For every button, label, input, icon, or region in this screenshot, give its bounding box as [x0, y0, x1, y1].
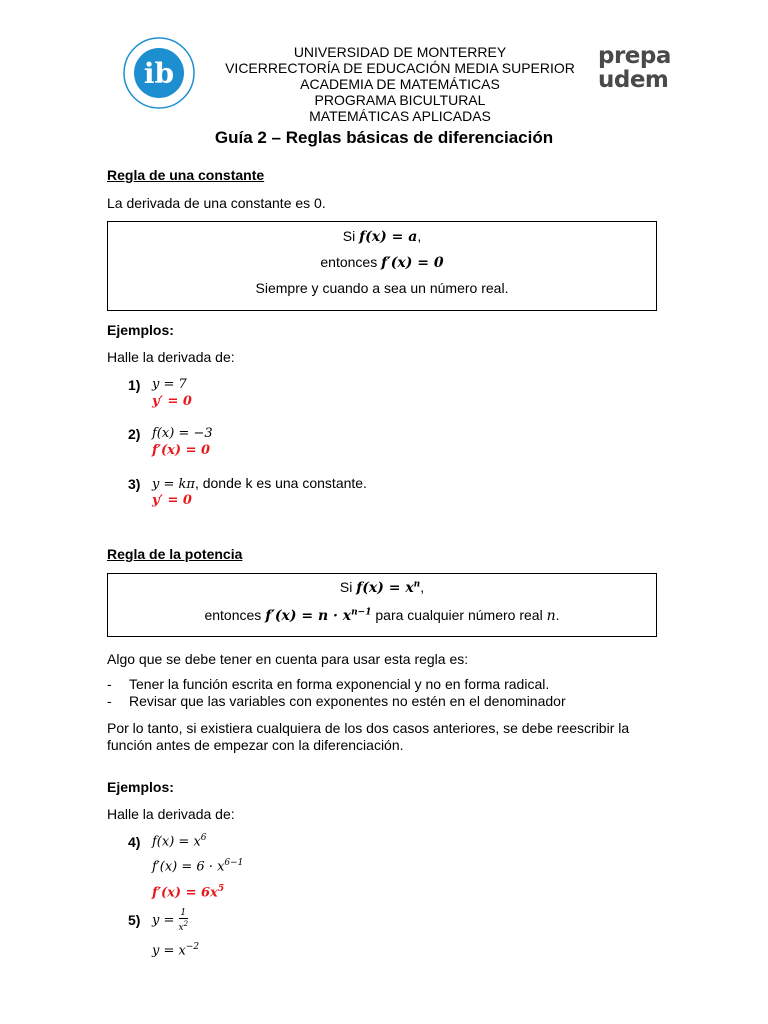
example-number: 3) [128, 476, 141, 492]
header-line: PROGRAMA BICULTURAL [314, 92, 486, 108]
example-answer: y′ = 0 [152, 493, 192, 508]
svg-text:ib: ib [143, 57, 175, 90]
example-expression: y = kπ, donde k es una constante. [152, 475, 367, 492]
example-number: 1) [128, 377, 141, 393]
ib-logo-icon [122, 36, 196, 110]
examples-prompt: Halle la derivada de: [107, 806, 235, 822]
example-step: $y = x^{-2}$ [152, 942, 200, 959]
header-line: ACADEMIA DE MATEMÁTICAS [300, 76, 500, 92]
fraction: $\frac{1}{x^2}$ [178, 908, 189, 933]
example-expression: y = 7 [152, 377, 187, 392]
header-line: MATEMÁTICAS APLICADAS [309, 108, 491, 124]
example-answer: $f'(x) = 6x^5$ [152, 884, 225, 901]
examples-label: Ejemplos: [107, 322, 174, 338]
rule-line-2: entonces $f'(x) = n \cdot x^{n-1}$ para cualquier número real n. [204, 607, 560, 624]
example-answer: f′(x) = 0 [152, 443, 211, 458]
constant-rule-box [107, 221, 657, 311]
rule-line-2: entonces f′(x) = 0 [320, 254, 444, 271]
section-heading-power: Regla de la potencia [107, 546, 243, 562]
example-number: 5) [128, 912, 141, 928]
example-answer: y′ = 0 [152, 394, 192, 409]
note-intro: Algo que se debe tener en cuenta para usar esta regla es: [107, 651, 469, 667]
document-title: Guía 2 – Reglas básicas de diferenciación [214, 128, 554, 147]
logo-line-udem: udem [598, 67, 669, 93]
example-step: $f'(x) = 6 \cdot x^{6-1}$ [152, 858, 244, 875]
formula-fprime: f′(x) = 0 [381, 255, 444, 271]
example-number: 4) [128, 834, 141, 850]
institution-header [200, 44, 600, 124]
examples-label: Ejemplos: [107, 779, 174, 795]
header-line: VICERRECTORÍA DE EDUCACIÓN MEDIA SUPERIOR [225, 60, 575, 76]
rule-line-1: Si f(x) = a, [342, 228, 422, 245]
example-number: 2) [128, 426, 141, 442]
examples-prompt: Halle la derivada de: [107, 349, 235, 365]
prepa-udem-logo [598, 44, 698, 92]
bullet-item: - Tener la función escrita en forma exponencial y no en forma radical. [107, 676, 550, 692]
example-expression: f(x) = −3 [152, 426, 213, 441]
section-heading-constant: Regla de una constante [107, 167, 265, 183]
example-expression: $f(x) = x^6$ [152, 833, 207, 850]
ib-logo [122, 36, 196, 110]
conclusion-line: Por lo tanto, si existiera cualquiera de los dos casos anteriores, se debe reescribir la [107, 720, 630, 736]
power-rule-box [107, 573, 657, 637]
conclusion-line: función antes de empezar con la diferenciación. [107, 737, 404, 753]
header-line: UNIVERSIDAD DE MONTERREY [293, 44, 507, 60]
example-expression: y = $\frac{1}{x^2}$ [152, 908, 189, 933]
section-intro: La derivada de una constante es 0. [107, 195, 326, 211]
formula-fx: f(x) = a [359, 229, 418, 245]
rule-line-1: Si $f(x) = x^n$, [339, 579, 425, 596]
rule-note: Siempre y cuando a sea un número real. [255, 280, 509, 296]
logo-line-prepa: prepa [598, 43, 671, 69]
bullet-item: - Revisar que las variables con exponentes no estén en el denominador [107, 693, 566, 709]
